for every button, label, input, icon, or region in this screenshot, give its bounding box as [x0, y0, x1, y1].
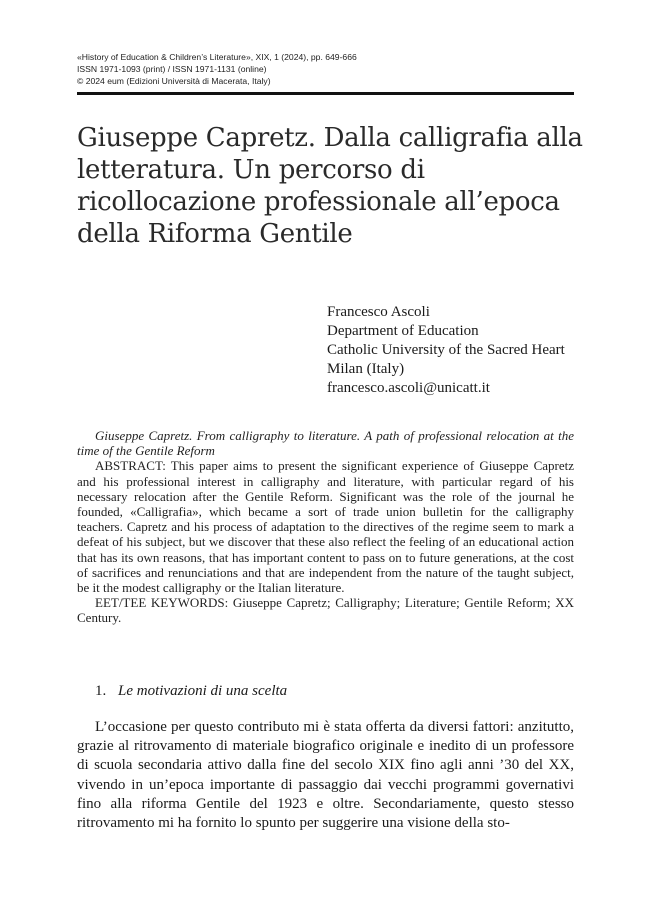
- author-university: Catholic University of the Sacred Heart: [327, 342, 565, 358]
- keywords: EET/TEE KEYWORDS: Giuseppe Capretz; Calligraphy; Literature; Gentile Reform; XX Century.: [77, 595, 574, 626]
- abstract-text: ABSTRACT: This paper aims to present the significant experience of Giuseppe Capretz and his professional interest in calligraphy and literature, with particular regard of his necessary relocation after the Gentile Reform. Significant was the role of the journal he founded, «Calligrafia», which became a sort of trade union bulletin for the calligraphy teachers. Capretz and his process of adaptation to the directives of the regime seem to mark a defeat of his subject, but we discover that these also reflect the feeling of an educational action that has its own reasons, that has important content to pass on to future generations, at the cost of sacrifices and renunciations and that are independent from the nature of the taught subject, be it the modest calligraphy or the Italian literature.: [77, 458, 574, 596]
- english-title: Giuseppe Capretz. From calligraphy to literature. A path of professional relocation at the time of the Gentile Reform: [77, 428, 574, 459]
- author-city: Milan (Italy): [327, 361, 405, 377]
- body-paragraph: L’occasione per questo contributo mi è stata offerta da diversi fattori: anzitutto, grazie al ritrovamento di materiale biografico originale e inedito di un professore di scuola secondaria attivo dalla fine del secolo XIX fino agli anni ’30 del XX, vivendo in un’epoca importante di passaggio dai vecchi programmi governativi fino alla riforma Gentile del 1923 e oltre. Secondariamente, questo stesso ritrovamento mi ha fornito lo spunto per suggerire una visione della sto-: [77, 719, 574, 832]
- section-heading: [95, 682, 287, 701]
- abstract-block: [77, 428, 574, 626]
- header-divider: [77, 92, 574, 95]
- section-title: Le motivazioni di una scelta: [118, 683, 288, 699]
- journal-header: [77, 51, 357, 87]
- article-title: Giuseppe Capretz. Dalla calligrafia alla letteratura. Un percorso di ricollocazione professionale all’epoca della Riforma Gentile: [77, 123, 583, 249]
- author-affiliation: [327, 303, 565, 398]
- body-text: [77, 718, 574, 833]
- section-number: 1.: [95, 683, 107, 699]
- journal-citation: «History of Education & Children’s Literature», XIX, 1 (2024), pp. 649-666: [77, 52, 357, 62]
- journal-issn: ISSN 1971-1093 (print) / ISSN 1971-1131 (online): [77, 64, 267, 74]
- author-department: Department of Education: [327, 323, 479, 339]
- author-email[interactable]: francesco.ascoli@unicatt.it: [327, 380, 490, 396]
- author-name: Francesco Ascoli: [327, 304, 430, 320]
- journal-copyright: © 2024 eum (Edizioni Università di Macerata, Italy): [77, 76, 271, 86]
